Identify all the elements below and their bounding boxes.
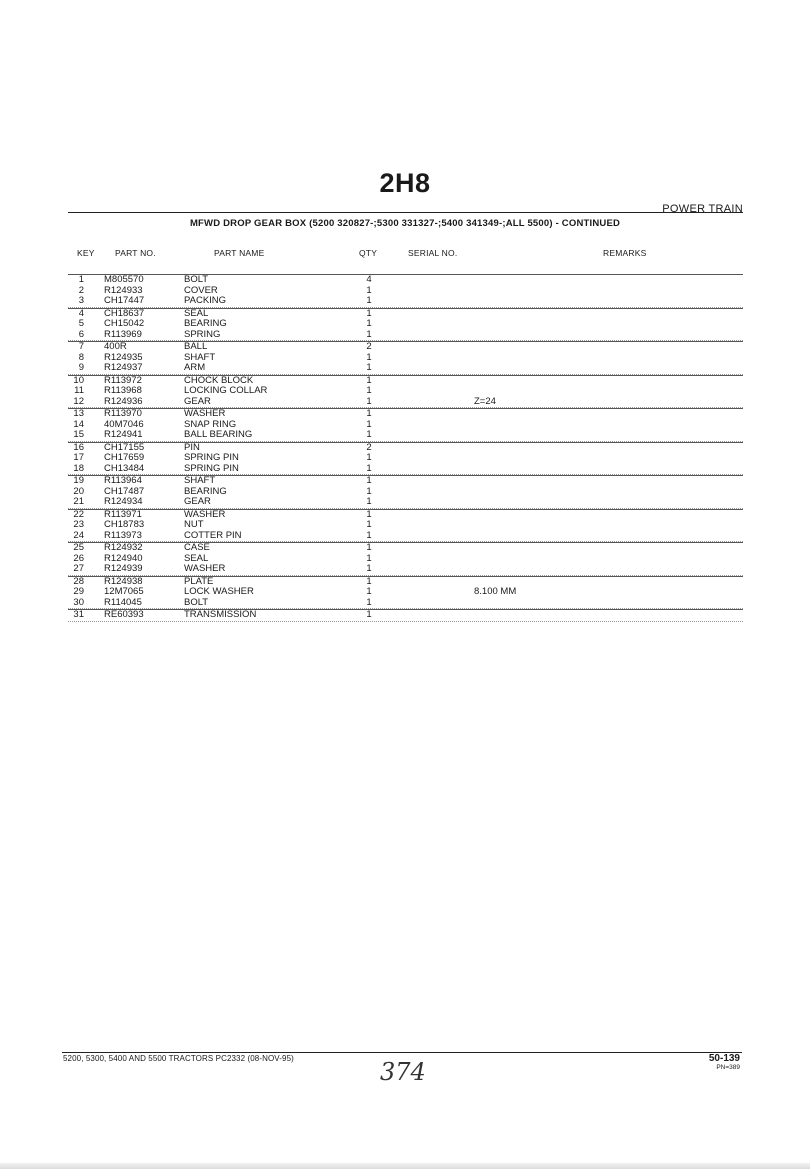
part-number: R124941 xyxy=(104,429,143,440)
part-number: 40M7046 xyxy=(104,418,144,430)
part-number: 400R xyxy=(104,341,127,352)
part-name: WASHER xyxy=(184,408,226,419)
item-key: 21 xyxy=(73,496,84,507)
quantity: 1 xyxy=(366,529,372,541)
table-row xyxy=(68,576,743,588)
item-key: 10 xyxy=(73,374,84,386)
table-row xyxy=(68,464,743,476)
item-key: 1 xyxy=(78,274,84,285)
item-key: 5 xyxy=(78,318,84,329)
table-row xyxy=(68,375,743,387)
part-name: COTTER PIN xyxy=(184,529,242,541)
part-number: R124934 xyxy=(104,496,143,507)
quantity: 1 xyxy=(366,328,372,340)
part-number: R114045 xyxy=(104,596,142,608)
scan-edge xyxy=(0,1163,810,1169)
part-number: CH17155 xyxy=(104,441,145,453)
part-name: PACKING xyxy=(184,295,227,306)
part-name: BEARING xyxy=(184,485,227,497)
table-row xyxy=(68,353,743,364)
table-row xyxy=(68,587,743,598)
part-name: BEARING xyxy=(184,318,227,329)
column-header-remarks: REMARKS xyxy=(603,248,647,258)
section-label: POWER TRAIN xyxy=(662,203,743,215)
handwritten-page-number xyxy=(378,1056,440,1086)
part-number: CH18783 xyxy=(104,519,145,530)
table-row xyxy=(68,453,743,464)
table-row xyxy=(68,487,743,498)
table-row xyxy=(68,397,743,409)
item-key: 25 xyxy=(73,542,84,553)
part-number: R124940 xyxy=(104,552,143,564)
parts-table xyxy=(68,274,743,622)
part-name: CHOCK BLOCK xyxy=(184,374,254,386)
part-number: R113972 xyxy=(104,374,142,386)
remark: 8.100 MM xyxy=(474,586,517,597)
quantity: 4 xyxy=(366,274,372,285)
part-name: BALL BEARING xyxy=(184,429,253,440)
quantity: 1 xyxy=(366,586,372,597)
page-number: 50-139 xyxy=(708,1053,740,1064)
part-number: CH17659 xyxy=(104,452,145,463)
part-number: RE60393 xyxy=(104,609,144,620)
item-key: 13 xyxy=(73,408,84,419)
table-row xyxy=(68,430,743,442)
table-row xyxy=(68,286,743,297)
part-name: SEAL xyxy=(184,552,209,564)
item-key: 8 xyxy=(78,351,84,363)
table-row xyxy=(68,542,743,554)
item-key: 9 xyxy=(78,362,84,373)
table-row xyxy=(68,497,743,509)
part-name: PLATE xyxy=(184,575,214,587)
table-row xyxy=(68,341,743,353)
quantity: 1 xyxy=(366,362,372,373)
part-number: 12M7065 xyxy=(104,586,144,597)
catalog-reference: 5200, 5300, 5400 AND 5500 TRACTORS PC2332 (08-NOV-95) xyxy=(63,1054,294,1063)
part-number: R124933 xyxy=(104,284,143,296)
item-key: 4 xyxy=(78,307,84,319)
part-name: CASE xyxy=(184,542,210,553)
quantity: 1 xyxy=(366,395,372,407)
item-key: 3 xyxy=(78,295,84,306)
item-key: 2 xyxy=(78,284,84,296)
table-row xyxy=(68,509,743,521)
table-row xyxy=(68,296,743,308)
item-key: 17 xyxy=(73,452,84,463)
item-key: 12 xyxy=(73,395,84,407)
pn-number: PN=389 xyxy=(716,1064,740,1071)
item-key: 15 xyxy=(73,429,84,440)
quantity: 1 xyxy=(366,552,372,564)
quantity: 1 xyxy=(366,475,372,486)
item-key: 11 xyxy=(74,385,84,396)
item-key: 6 xyxy=(78,328,84,340)
footer-divider xyxy=(62,1052,742,1053)
quantity: 1 xyxy=(366,351,372,363)
quantity: 2 xyxy=(366,341,372,352)
column-header-qty: QTY xyxy=(359,248,378,258)
table-row xyxy=(68,386,743,397)
part-number: CH17447 xyxy=(104,295,145,306)
quantity: 1 xyxy=(366,519,372,530)
remark: Z=24 xyxy=(474,395,496,407)
table-row xyxy=(68,274,743,286)
quantity: 1 xyxy=(366,307,372,319)
part-number: R113970 xyxy=(104,408,142,419)
handwritten-number-text: 374 xyxy=(380,1058,426,1086)
part-name: GEAR xyxy=(184,496,211,507)
part-name: LOCK WASHER xyxy=(184,586,254,597)
quantity: 1 xyxy=(366,609,372,620)
table-row xyxy=(68,442,743,454)
part-number: R113964 xyxy=(104,475,142,486)
part-name: SPRING PIN xyxy=(184,452,239,463)
part-number: CH13484 xyxy=(104,462,145,474)
quantity: 1 xyxy=(366,429,372,440)
quantity: 1 xyxy=(366,295,372,306)
part-number: R124935 xyxy=(104,351,143,363)
item-key: 7 xyxy=(78,341,84,352)
table-row xyxy=(68,564,743,576)
item-key: 30 xyxy=(73,596,84,608)
part-number: R113973 xyxy=(104,529,142,541)
part-number: R124939 xyxy=(104,563,143,574)
table-row xyxy=(68,598,743,610)
quantity: 1 xyxy=(366,418,372,430)
item-key: 23 xyxy=(73,519,84,530)
table-row xyxy=(68,520,743,531)
part-number: R124938 xyxy=(104,575,143,587)
table-row xyxy=(68,420,743,431)
column-header-serial-no: SERIAL NO. xyxy=(408,248,458,258)
quantity: 1 xyxy=(366,462,372,474)
part-name: WASHER xyxy=(184,563,226,574)
part-name: SNAP RING xyxy=(184,418,237,430)
quantity: 1 xyxy=(366,563,372,574)
part-number: M805570 xyxy=(104,274,144,285)
item-key: 26 xyxy=(73,552,84,564)
part-name: SEAL xyxy=(184,307,209,319)
table-title: MFWD DROP GEAR BOX (5200 320827-;5300 331327-;5400 341349-;ALL 5500) - CONTINUED xyxy=(189,218,621,229)
item-key: 14 xyxy=(73,418,84,430)
column-header-part-name: PART NAME xyxy=(214,248,265,258)
table-row xyxy=(68,330,743,342)
diagram-reference: 2H8 xyxy=(379,168,431,198)
quantity: 1 xyxy=(366,385,372,396)
table-row xyxy=(68,408,743,420)
item-key: 29 xyxy=(73,586,84,597)
part-number: CH18637 xyxy=(104,307,145,319)
quantity: 1 xyxy=(366,596,372,608)
part-name: LOCKING COLLAR xyxy=(184,385,268,396)
part-name: BOLT xyxy=(184,274,209,285)
table-row xyxy=(68,308,743,320)
quantity: 2 xyxy=(366,441,372,453)
part-number: R113968 xyxy=(104,385,142,396)
quantity: 1 xyxy=(366,374,372,386)
part-name: ARM xyxy=(184,362,206,373)
part-number: CH17487 xyxy=(104,485,145,497)
item-key: 27 xyxy=(73,563,84,574)
part-name: BALL xyxy=(184,341,208,352)
part-name: COVER xyxy=(184,284,218,296)
part-name: GEAR xyxy=(184,395,211,407)
part-number: R113971 xyxy=(104,508,142,520)
item-key: 24 xyxy=(73,529,84,541)
table-row xyxy=(68,475,743,487)
quantity: 1 xyxy=(366,485,372,497)
part-name: SPRING xyxy=(184,328,221,340)
item-key: 22 xyxy=(73,508,84,520)
table-row xyxy=(68,531,743,543)
column-header-part-no: PART NO. xyxy=(115,248,156,258)
quantity: 1 xyxy=(366,408,372,419)
quantity: 1 xyxy=(366,496,372,507)
part-number: R124932 xyxy=(104,542,143,553)
table-row xyxy=(68,554,743,565)
part-number: R113969 xyxy=(104,328,142,340)
part-name: PIN xyxy=(184,441,200,453)
quantity: 1 xyxy=(366,452,372,463)
quantity: 1 xyxy=(366,542,372,553)
part-name: SPRING PIN xyxy=(184,462,239,474)
table-row xyxy=(68,363,743,375)
part-number: R124936 xyxy=(104,395,143,407)
item-key: 18 xyxy=(73,462,84,474)
quantity: 1 xyxy=(366,575,372,587)
table-row xyxy=(68,319,743,330)
item-key: 28 xyxy=(73,575,84,587)
item-key: 20 xyxy=(73,485,84,497)
table-row xyxy=(68,609,743,622)
header-divider xyxy=(68,212,743,213)
quantity: 1 xyxy=(366,508,372,520)
item-key: 19 xyxy=(73,475,84,486)
quantity: 1 xyxy=(366,284,372,296)
part-name: NUT xyxy=(184,519,204,530)
part-name: BOLT xyxy=(184,596,209,608)
part-number: R124937 xyxy=(104,362,143,373)
part-name: SHAFT xyxy=(184,475,216,486)
part-number: CH15042 xyxy=(104,318,145,329)
column-header-key: KEY xyxy=(77,248,95,258)
part-name: TRANSMISSION xyxy=(184,609,257,620)
part-name: WASHER xyxy=(184,508,226,520)
quantity: 1 xyxy=(366,318,372,329)
item-key: 31 xyxy=(73,609,84,620)
item-key: 16 xyxy=(73,441,84,453)
part-name: SHAFT xyxy=(184,351,216,363)
